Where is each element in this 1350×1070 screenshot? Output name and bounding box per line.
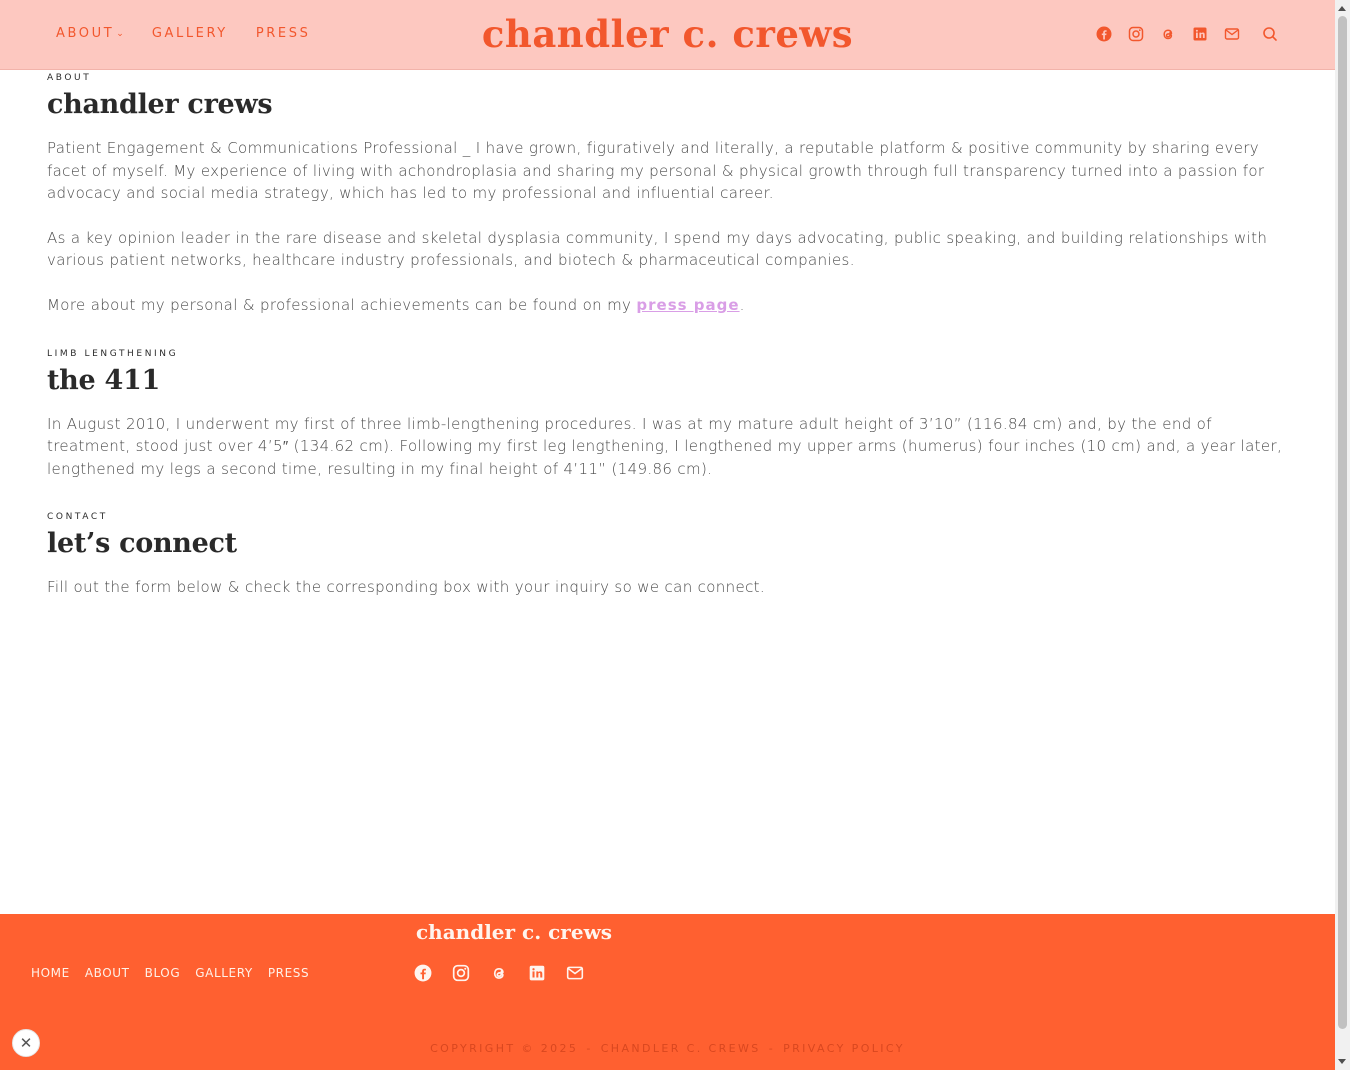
limb-lengthening-section — [47, 348, 1287, 481]
facebook-icon[interactable] — [1096, 26, 1112, 42]
about-section — [47, 72, 1287, 317]
owner-text: CHANDLER C. CREWS — [600, 1042, 761, 1055]
scroll-down-arrow[interactable] — [1338, 1059, 1346, 1064]
paragraph-text: More about my personal & professional achievements can be found on my — [47, 295, 637, 314]
about-paragraph — [47, 294, 1287, 317]
threads-icon[interactable] — [1160, 26, 1176, 42]
section-title: let’s connect — [47, 528, 237, 560]
separator: - — [586, 1042, 593, 1055]
scroll-up-arrow[interactable] — [1338, 6, 1346, 11]
section-label: LIMB LENGTHENING — [47, 348, 179, 359]
section-title: chandler crews — [47, 89, 273, 120]
contact-paragraph: Fill out the form below & check the corresponding box with your inquiry so we can connect. — [47, 578, 766, 597]
contact-section — [47, 511, 1287, 599]
separator: - — [768, 1042, 776, 1055]
linkedin-icon[interactable] — [528, 964, 546, 982]
header-social-links — [1080, 26, 1278, 42]
footer-copyright-bar — [0, 1042, 1335, 1056]
footer-social-links — [414, 964, 604, 982]
footer-nav-gallery[interactable]: GALLERY — [195, 966, 253, 980]
mail-icon[interactable] — [566, 964, 584, 982]
section-title: the 411 — [47, 364, 160, 396]
about-paragraph: As a key opinion leader in the rare disease and skeletal dysplasia community, I spend my days advocating, public speaking, and building relationships with various patient networks, healthcare industry professionals, and biotech & pharmaceutical companies. — [47, 228, 1268, 270]
nav-item-label: GALLERY — [151, 26, 228, 41]
instagram-icon[interactable] — [452, 964, 470, 982]
vertical-scrollbar[interactable] — [1335, 0, 1350, 1070]
instagram-icon[interactable] — [1128, 26, 1144, 42]
close-button[interactable] — [12, 1029, 40, 1057]
site-footer — [0, 914, 1335, 1070]
footer-nav-press[interactable]: PRESS — [267, 966, 310, 980]
about-paragraph: Patient Engagement & Communications Professional _ I have grown, figuratively and literally, a reputable platform & positive community by sharing every facet of myself. My experience of living with achondroplasia and sharing my personal & physical growth through full transparency turned into a passion for advocacy and social media strategy, which has led to my professional and influential career. — [47, 139, 1265, 203]
paragraph-text: . — [739, 295, 745, 314]
press-page-link[interactable]: press page — [636, 295, 740, 314]
footer-nav-about[interactable]: ABOUT — [84, 966, 130, 980]
site-header — [0, 0, 1335, 70]
footer-nav-home[interactable]: HOME — [31, 966, 70, 980]
footer-site-title[interactable]: chandler c. crews — [416, 920, 613, 944]
footer-nav — [31, 965, 324, 981]
threads-icon[interactable] — [490, 964, 508, 982]
section-label: ABOUT — [47, 73, 92, 83]
section-label: CONTACT — [47, 512, 108, 523]
footer-nav-blog[interactable]: BLOG — [144, 966, 181, 980]
linkedin-icon[interactable] — [1192, 26, 1208, 42]
nav-item-label: PRESS — [255, 26, 311, 41]
main-content — [47, 70, 1287, 599]
search-icon[interactable] — [1262, 26, 1278, 42]
facebook-icon[interactable] — [414, 964, 432, 982]
chevron-down-icon: ⌄ — [116, 29, 124, 39]
scrollbar-thumb[interactable] — [1338, 16, 1347, 1029]
close-icon: ✕ — [19, 1034, 33, 1052]
privacy-policy-link[interactable]: PRIVACY POLICY — [783, 1042, 905, 1055]
mail-icon[interactable] — [1224, 26, 1240, 42]
copyright-text: COPYRIGHT © 2025 — [430, 1042, 579, 1055]
nav-item-label: ABOUT — [56, 26, 115, 41]
site-title[interactable]: chandler c. crews — [481, 12, 854, 56]
limb-paragraph: In August 2010, I underwent my first of three limb-lengthening procedures. I was at my mature adult height of 3’10” (116.84 cm) and, by the end of treatment, stood just over 4’5″ (134.62 cm). Following my first leg lengthening, I lengthened my upper arms (humerus) four inches (10 cm) and, a year later, lengthened my legs a second time, resulting in my final height of 4’11” (149.86 cm). — [47, 414, 1283, 478]
